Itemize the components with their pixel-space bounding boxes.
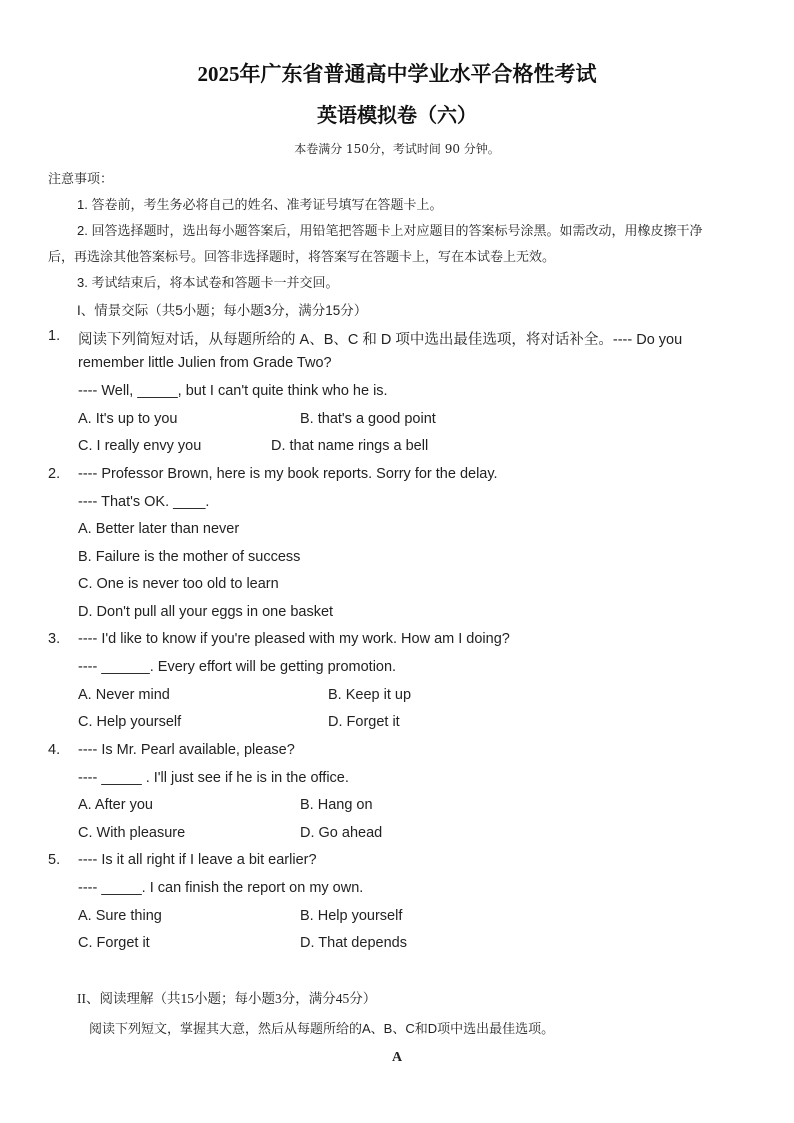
option-a: A. It's up to you [78,411,178,427]
question-number: 2. [48,466,61,482]
section-2-instruction: 阅读下列短文，掌握其大意，然后从每题所给的A、B、C和D项中选出最佳选项。 [89,1021,555,1036]
passage-label: A [391,1050,403,1065]
option-b: B. Hang on [300,797,373,813]
question-number: 3. [48,631,61,647]
question-number: 4. [48,742,61,758]
question-text: ---- Professor Brown, here is my book reports. Sorry for the delay. [78,466,498,482]
option-c: C. I really envy you [78,438,202,454]
question-text: remember little Julien from Grade Two? [78,355,332,371]
question-text: ---- ______. Every effort will be getting promotion. [78,659,397,675]
option-b: B. Keep it up [328,687,412,703]
option-a: A. After you [78,797,153,813]
note-item-3: 3. 考试结束后，将本试卷和答题卡一并交回。 [77,275,339,290]
option-c: C. With pleasure [78,825,186,841]
option-b: B. that's a good point [300,411,436,427]
question-text: 阅读下列简短对话，从每题所给的 A、B、C 和 D 项中选出最佳选项，将对话补全。---- Do you [78,332,683,348]
note-item-2-line-1: 2. 回答选择题时，选出每小题答案后，用铅笔把答题卡上对应题目的答案标号涂黑。如需改动，用橡皮擦干净 [77,223,703,238]
question-number: 5. [48,852,61,868]
option-a: A. Better later than never [78,521,240,537]
option-a: A. Never mind [78,687,170,703]
option-d: D. Don't pull all your eggs in one basket [78,604,334,620]
question-text: ---- _____. I can finish the report on my own. [78,880,364,896]
notes-heading: 注意事项： [48,171,114,186]
note-item-1: 1. 答卷前，考生务必将自己的姓名、准考证号填写在答题卡上。 [77,197,443,212]
question-text: ---- _____ . I'll just see if he is in the office. [78,770,349,786]
option-b: B. Failure is the mother of success [78,549,301,565]
question-text: ---- Is Mr. Pearl available, please? [78,742,295,758]
note-item-2-line-2: 后，再选涂其他答案标号。回答非选择题时，将答案写在答题卡上，写在本试卷上无效。 [48,249,556,264]
option-c: C. One is never too old to learn [78,576,279,592]
option-d: D. That depends [300,935,407,951]
option-d: D. that name rings a bell [271,438,429,454]
option-a: A. Sure thing [78,908,162,924]
option-d: D. Forget it [328,714,400,730]
question-text: ---- Well, _____, but I can't quite think who he is. [78,383,388,399]
question-number: 1. [48,328,61,344]
option-c: C. Forget it [78,935,150,951]
section-1-heading: I、情景交际（共5小题；每小题3分，满分15分） [77,303,368,318]
question-text: ---- Is it all right if I leave a bit earlier? [78,852,317,868]
section-2-heading: II、阅读理解（共15小题；每小题3分，满分45分） [77,991,377,1006]
option-d: D. Go ahead [300,825,383,841]
question-text: ---- I'd like to know if you're pleased with my work. How am I doing? [78,631,510,647]
question-text: ---- That's OK. ____. [78,494,210,510]
exam-subtitle: 英语模拟卷（六） [317,105,477,127]
exam-info: 本卷满分 150分，考试时间 90 分钟。 [294,142,500,156]
option-b: B. Help yourself [300,908,403,924]
option-c: C. Help yourself [78,714,182,730]
exam-title: 2025年广东省普通高中学业水平合格性考试 [197,62,597,86]
